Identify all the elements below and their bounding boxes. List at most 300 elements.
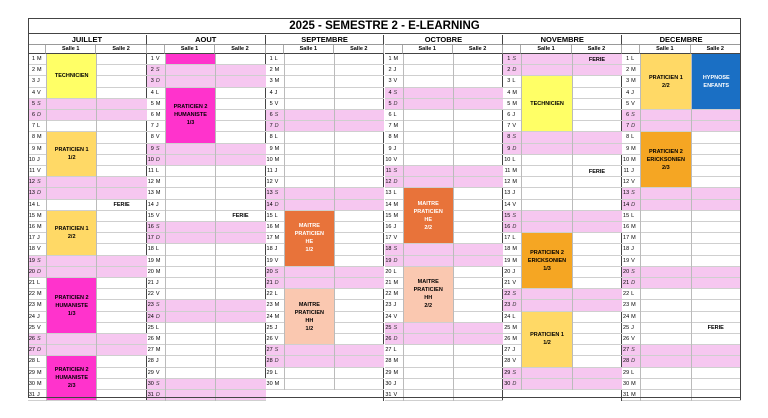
session-label: MAITRE: [417, 200, 439, 207]
day-letter: J: [37, 235, 40, 242]
day-column-header: [503, 45, 521, 54]
session-label: 1/3: [186, 120, 195, 127]
holiday-label: FERIE: [232, 213, 249, 220]
day-number: 23: [623, 302, 630, 309]
room-header-2: Salle 2: [96, 45, 146, 54]
day-number: 24: [504, 313, 511, 320]
day-number: 23: [28, 302, 35, 309]
day-letter: J: [631, 89, 634, 96]
day-number: 30: [28, 380, 35, 387]
day-number: 11: [385, 168, 392, 174]
day-letter: D: [393, 100, 398, 107]
session-label: PRATICIEN: [294, 231, 324, 238]
day-number: 4: [269, 89, 273, 96]
month-septembre: [266, 54, 385, 401]
session-block[interactable]: [285, 211, 334, 266]
day-letter: L: [512, 235, 516, 242]
session-block[interactable]: [47, 278, 96, 333]
day-number: 20: [504, 268, 511, 275]
day-number: 23: [147, 302, 154, 309]
day-letter: S: [512, 369, 516, 376]
day-number: 15: [504, 212, 511, 219]
day-letter: V: [393, 313, 398, 320]
day-number: 18: [28, 246, 35, 253]
room-header-2: Salle 2: [572, 45, 622, 54]
day-letter: M: [512, 89, 517, 96]
day-number: 19: [504, 257, 511, 264]
day-letter: D: [393, 179, 398, 186]
day-letter: M: [274, 67, 280, 74]
day-number: 10: [147, 156, 154, 163]
day-number: 3: [269, 78, 273, 85]
day-letter: M: [37, 224, 42, 230]
session-block[interactable]: [522, 76, 571, 131]
session-label: 2/2: [662, 82, 670, 89]
day-letter: J: [393, 67, 397, 74]
session-label: HYPNOSE: [702, 74, 730, 81]
day-number: 6: [507, 112, 511, 118]
day-number: 9: [150, 145, 154, 152]
day-number: 27: [147, 347, 154, 354]
day-letter: S: [393, 89, 398, 96]
day-letter: D: [37, 112, 41, 118]
day-letter: V: [155, 134, 160, 141]
day-letter: V: [393, 78, 398, 85]
day-number: 9: [507, 145, 511, 152]
day-letter: J: [274, 324, 278, 331]
day-number: 30: [504, 380, 511, 387]
day-number: 1: [507, 56, 511, 62]
day-number: 6: [150, 112, 154, 118]
day-letter: M: [155, 347, 161, 354]
month-header-novembre: NOVEMBRE: [503, 35, 622, 45]
day-number: 24: [28, 313, 35, 320]
session-block[interactable]: [47, 356, 96, 400]
day-number: 11: [623, 168, 630, 174]
day-number: 23: [504, 302, 511, 309]
session-label: 2/2: [67, 233, 76, 240]
day-number: 22: [623, 291, 630, 298]
session-block[interactable]: [47, 132, 96, 176]
session-label: PRATICIEN 2: [173, 104, 208, 111]
day-letter: J: [631, 246, 634, 253]
day-number: 28: [623, 358, 630, 365]
day-number: 30: [623, 380, 630, 387]
day-letter: V: [631, 257, 635, 264]
day-letter: S: [512, 212, 516, 219]
day-number: 13: [266, 190, 273, 197]
day-number: 16: [147, 224, 154, 230]
day-number: 14: [504, 201, 511, 208]
day-number: 4: [388, 89, 392, 96]
session-block[interactable]: [641, 132, 690, 187]
session-label: PRATICIEN 2: [54, 294, 89, 301]
day-letter: D: [393, 336, 398, 342]
day-letter: V: [37, 168, 41, 174]
day-letter: S: [274, 112, 279, 118]
day-letter: J: [393, 224, 397, 230]
day-letter: M: [155, 190, 161, 197]
day-letter: M: [155, 257, 161, 264]
day-number: 8: [388, 134, 392, 141]
day-letter: L: [274, 291, 278, 298]
session-block[interactable]: [47, 211, 96, 255]
day-letter: D: [512, 380, 517, 387]
day-number: 25: [266, 324, 273, 331]
day-number: 27: [385, 347, 392, 354]
day-letter: D: [631, 123, 636, 130]
column-divider: [572, 54, 573, 390]
day-number: 15: [623, 212, 630, 219]
day-number: 13: [504, 190, 511, 197]
day-number: 24: [623, 313, 630, 320]
day-letter: V: [512, 280, 516, 286]
day-letter: S: [155, 380, 160, 387]
month-header-aout: AOUT: [147, 35, 266, 45]
day-number: 14: [385, 201, 392, 208]
room-header-1: Salle 1: [165, 45, 215, 54]
day-letter: D: [274, 123, 279, 130]
day-letter: J: [37, 156, 40, 163]
day-number: 19: [266, 257, 273, 264]
session-label: 2/3: [662, 164, 670, 171]
holiday-label: FERIE: [588, 168, 606, 175]
column-divider: [96, 54, 97, 401]
day-number: 22: [147, 291, 154, 298]
day-number: 29: [385, 369, 392, 376]
day-letter: M: [393, 201, 399, 208]
day-letter: M: [274, 380, 280, 387]
day-number: 6: [269, 112, 273, 118]
month-header-decembre: DECEMBRE: [622, 35, 741, 45]
day-letter: D: [37, 268, 41, 275]
session-label: MAITRE: [417, 279, 439, 286]
day-letter: M: [631, 392, 636, 398]
day-number: 13: [147, 190, 154, 197]
day-letter: M: [37, 56, 42, 62]
day-letter: J: [274, 246, 278, 253]
column-divider: [453, 54, 454, 401]
day-number: 16: [623, 224, 630, 230]
day-letter: M: [274, 156, 280, 163]
day-letter: J: [155, 280, 159, 286]
day-number: 4: [507, 89, 511, 96]
day-letter: D: [274, 358, 279, 365]
day-number: 28: [504, 358, 511, 365]
day-letter: M: [37, 212, 42, 219]
day-letter: M: [393, 369, 399, 376]
day-letter: J: [512, 190, 516, 197]
day-number: 10: [28, 156, 35, 163]
day-number: 2: [507, 67, 511, 74]
room-header-1: Salle 1: [640, 45, 690, 54]
day-number: 21: [147, 280, 154, 286]
day-letter: M: [274, 313, 280, 320]
day-number: 4: [626, 89, 630, 96]
day-letter: J: [274, 89, 278, 96]
day-letter: V: [631, 179, 635, 186]
session-block[interactable]: [522, 312, 571, 367]
day-letter: S: [393, 246, 398, 253]
day-number: 27: [266, 347, 273, 354]
day-letter: S: [155, 302, 160, 309]
session-block[interactable]: [404, 188, 453, 243]
day-letter: D: [512, 224, 517, 230]
session-label: PRATICIEN 1: [530, 332, 564, 339]
session-label: PRATICIEN 1: [54, 147, 89, 154]
day-number: 25: [504, 324, 511, 331]
day-column-header: [147, 45, 165, 54]
session-label: PRATICIEN: [413, 208, 443, 215]
day-number: 26: [28, 336, 35, 342]
day-number: 14: [266, 201, 273, 208]
day-number: 28: [28, 358, 35, 365]
day-letter: M: [631, 224, 636, 230]
day-number: 10: [504, 156, 511, 163]
day-letter: M: [37, 302, 42, 309]
day-letter: S: [274, 190, 279, 197]
holiday-label: FERIE: [113, 202, 130, 209]
day-number: 9: [626, 145, 630, 152]
day-number: 7: [150, 123, 154, 130]
day-number: 26: [147, 336, 154, 342]
session-label: 1/2: [305, 325, 314, 332]
session-label: PRATICIEN 1: [648, 74, 683, 81]
day-letter: M: [155, 336, 161, 342]
day-number: 21: [504, 280, 511, 286]
day-letter: M: [37, 291, 42, 298]
day-letter: V: [274, 100, 279, 107]
room-header-2: Salle 2: [334, 45, 384, 54]
session-label: HH: [305, 317, 314, 324]
day-number: 13: [623, 190, 630, 197]
day-letter: M: [512, 100, 517, 107]
day-number: 26: [266, 336, 273, 342]
day-letter: S: [512, 291, 516, 298]
day-letter: J: [393, 380, 397, 387]
day-letter: V: [37, 324, 41, 331]
day-letter: S: [631, 112, 635, 118]
day-letter: M: [37, 67, 42, 74]
room-header-1: Salle 1: [46, 45, 96, 54]
day-letter: J: [155, 358, 159, 365]
session-label: HE: [424, 216, 433, 223]
day-number: 12: [385, 179, 392, 186]
day-number: 14: [623, 201, 630, 208]
day-number: 3: [31, 78, 35, 85]
day-letter: V: [512, 123, 516, 130]
session-label: PRATICIEN: [294, 309, 324, 316]
day-number: 10: [623, 156, 630, 163]
day-letter: D: [155, 392, 160, 398]
session-block[interactable]: [641, 54, 690, 109]
day-number: 30: [147, 380, 154, 387]
day-number: 14: [28, 201, 35, 208]
day-number: 31: [28, 392, 35, 398]
day-number: 8: [269, 134, 273, 141]
day-letter: V: [274, 336, 279, 342]
day-number: 26: [385, 336, 392, 342]
day-letter: L: [37, 280, 41, 286]
day-number: 6: [31, 112, 35, 118]
session-label: PRATICIEN: [413, 287, 443, 294]
day-letter: M: [393, 358, 399, 365]
room-header-2: Salle 2: [215, 45, 265, 54]
day-number: 18: [147, 246, 154, 253]
day-number: 2: [31, 67, 35, 74]
day-letter: L: [37, 201, 41, 208]
session-label: MAITRE: [298, 301, 320, 308]
day-number: 31: [147, 392, 154, 398]
day-number: 3: [507, 78, 511, 85]
day-number: 17: [385, 235, 392, 242]
day-number: 19: [385, 257, 392, 264]
day-letter: V: [512, 358, 516, 365]
day-number: 7: [507, 123, 511, 130]
day-letter: S: [631, 190, 635, 197]
day-number: 24: [266, 313, 273, 320]
session-block[interactable]: [47, 54, 96, 98]
day-number: 6: [388, 112, 392, 118]
session-block[interactable]: [522, 233, 571, 288]
day-letter: V: [512, 201, 516, 208]
day-number: 30: [385, 380, 392, 387]
day-letter: V: [274, 257, 279, 264]
day-letter: M: [274, 224, 280, 230]
day-number: 23: [266, 302, 273, 309]
day-letter: M: [155, 268, 161, 275]
day-number: 31: [385, 392, 392, 398]
day-letter: M: [37, 134, 42, 141]
day-number: 15: [385, 212, 392, 219]
day-number: 19: [28, 257, 35, 264]
day-number: 18: [504, 246, 511, 253]
day-letter: L: [631, 291, 635, 298]
session-label: 1/2: [305, 247, 314, 254]
month-juillet: [28, 54, 147, 401]
day-number: 29: [147, 369, 154, 376]
day-letter: L: [512, 156, 516, 163]
session-label: 1/2: [543, 340, 551, 347]
day-number: 11: [29, 168, 35, 174]
day-letter: L: [512, 78, 516, 85]
day-number: 4: [150, 89, 154, 96]
day-number: 16: [28, 224, 35, 230]
day-letter: S: [393, 324, 398, 331]
session-label: TECHNICIEN: [54, 72, 89, 79]
day-number: 17: [147, 235, 154, 242]
day-letter: S: [631, 268, 635, 275]
day-number: 2: [626, 67, 630, 74]
day-letter: S: [274, 268, 279, 275]
day-letter: S: [512, 134, 516, 141]
day-letter: S: [155, 67, 160, 74]
day-letter: S: [37, 257, 41, 264]
day-number: 7: [31, 123, 35, 130]
session-label: TECHNICIEN: [530, 100, 564, 107]
day-number: 22: [266, 291, 273, 298]
day-letter: M: [512, 324, 517, 331]
day-letter: J: [155, 123, 159, 130]
day-letter: D: [155, 235, 160, 242]
day-number: 22: [385, 291, 392, 298]
day-letter: L: [393, 347, 397, 354]
day-letter: L: [37, 358, 41, 365]
day-number: 12: [623, 179, 630, 186]
day-letter: M: [631, 235, 636, 242]
day-number: 5: [626, 100, 630, 107]
session-label: ERICKSONIEN: [646, 156, 685, 163]
day-number: 20: [28, 268, 35, 275]
day-number: 21: [385, 280, 392, 286]
day-number: 3: [626, 78, 630, 85]
day-letter: M: [393, 280, 399, 286]
day-letter: J: [37, 78, 40, 85]
month-octobre: [385, 54, 504, 401]
day-number: 31: [623, 392, 630, 398]
session-block[interactable]: [166, 88, 215, 143]
session-block[interactable]: [692, 54, 741, 109]
day-letter: S: [37, 336, 41, 342]
day-number: 13: [28, 190, 35, 197]
day-number: 19: [147, 257, 154, 264]
room-header-2: Salle 2: [691, 45, 741, 54]
day-letter: J: [274, 168, 278, 174]
day-number: 17: [28, 235, 35, 242]
day-number: 6: [626, 112, 630, 118]
day-letter: J: [512, 347, 516, 354]
day-number: 22: [504, 291, 511, 298]
day-letter: M: [274, 235, 280, 242]
day-number: 26: [623, 336, 630, 342]
month-header-octobre: OCTOBRE: [385, 35, 504, 45]
day-number: 3: [150, 78, 154, 85]
day-number: 2: [269, 67, 273, 74]
day-letter: L: [274, 134, 278, 141]
day-number: 4: [31, 89, 35, 96]
day-number: 29: [266, 369, 273, 376]
day-letter: L: [274, 369, 278, 376]
day-number: 23: [385, 302, 392, 309]
session-label: 2/3: [67, 383, 76, 390]
day-number: 29: [623, 369, 630, 376]
day-number: 9: [269, 145, 273, 152]
day-number: 13: [385, 190, 392, 197]
session-label: ERICKSONIEN: [527, 257, 567, 264]
day-letter: D: [512, 302, 517, 309]
session-block[interactable]: [285, 289, 334, 344]
day-number: 15: [28, 212, 35, 219]
session-block[interactable]: [404, 267, 453, 322]
day-letter: S: [512, 56, 516, 62]
column-divider: [334, 54, 335, 390]
day-letter: L: [155, 246, 159, 253]
day-number: 5: [388, 100, 392, 107]
day-letter: V: [155, 291, 160, 298]
day-letter: L: [631, 212, 635, 219]
day-number: 12: [147, 179, 154, 186]
day-letter: D: [512, 145, 517, 152]
day-letter: L: [393, 112, 397, 118]
session-block[interactable]: [166, 54, 215, 64]
day-letter: M: [631, 302, 636, 309]
day-number: 5: [507, 100, 511, 107]
day-letter: J: [512, 268, 516, 275]
room-header-2: Salle 2: [453, 45, 503, 54]
day-column-header: [622, 45, 640, 54]
day-number: 21: [266, 280, 273, 286]
day-letter: M: [512, 179, 517, 186]
